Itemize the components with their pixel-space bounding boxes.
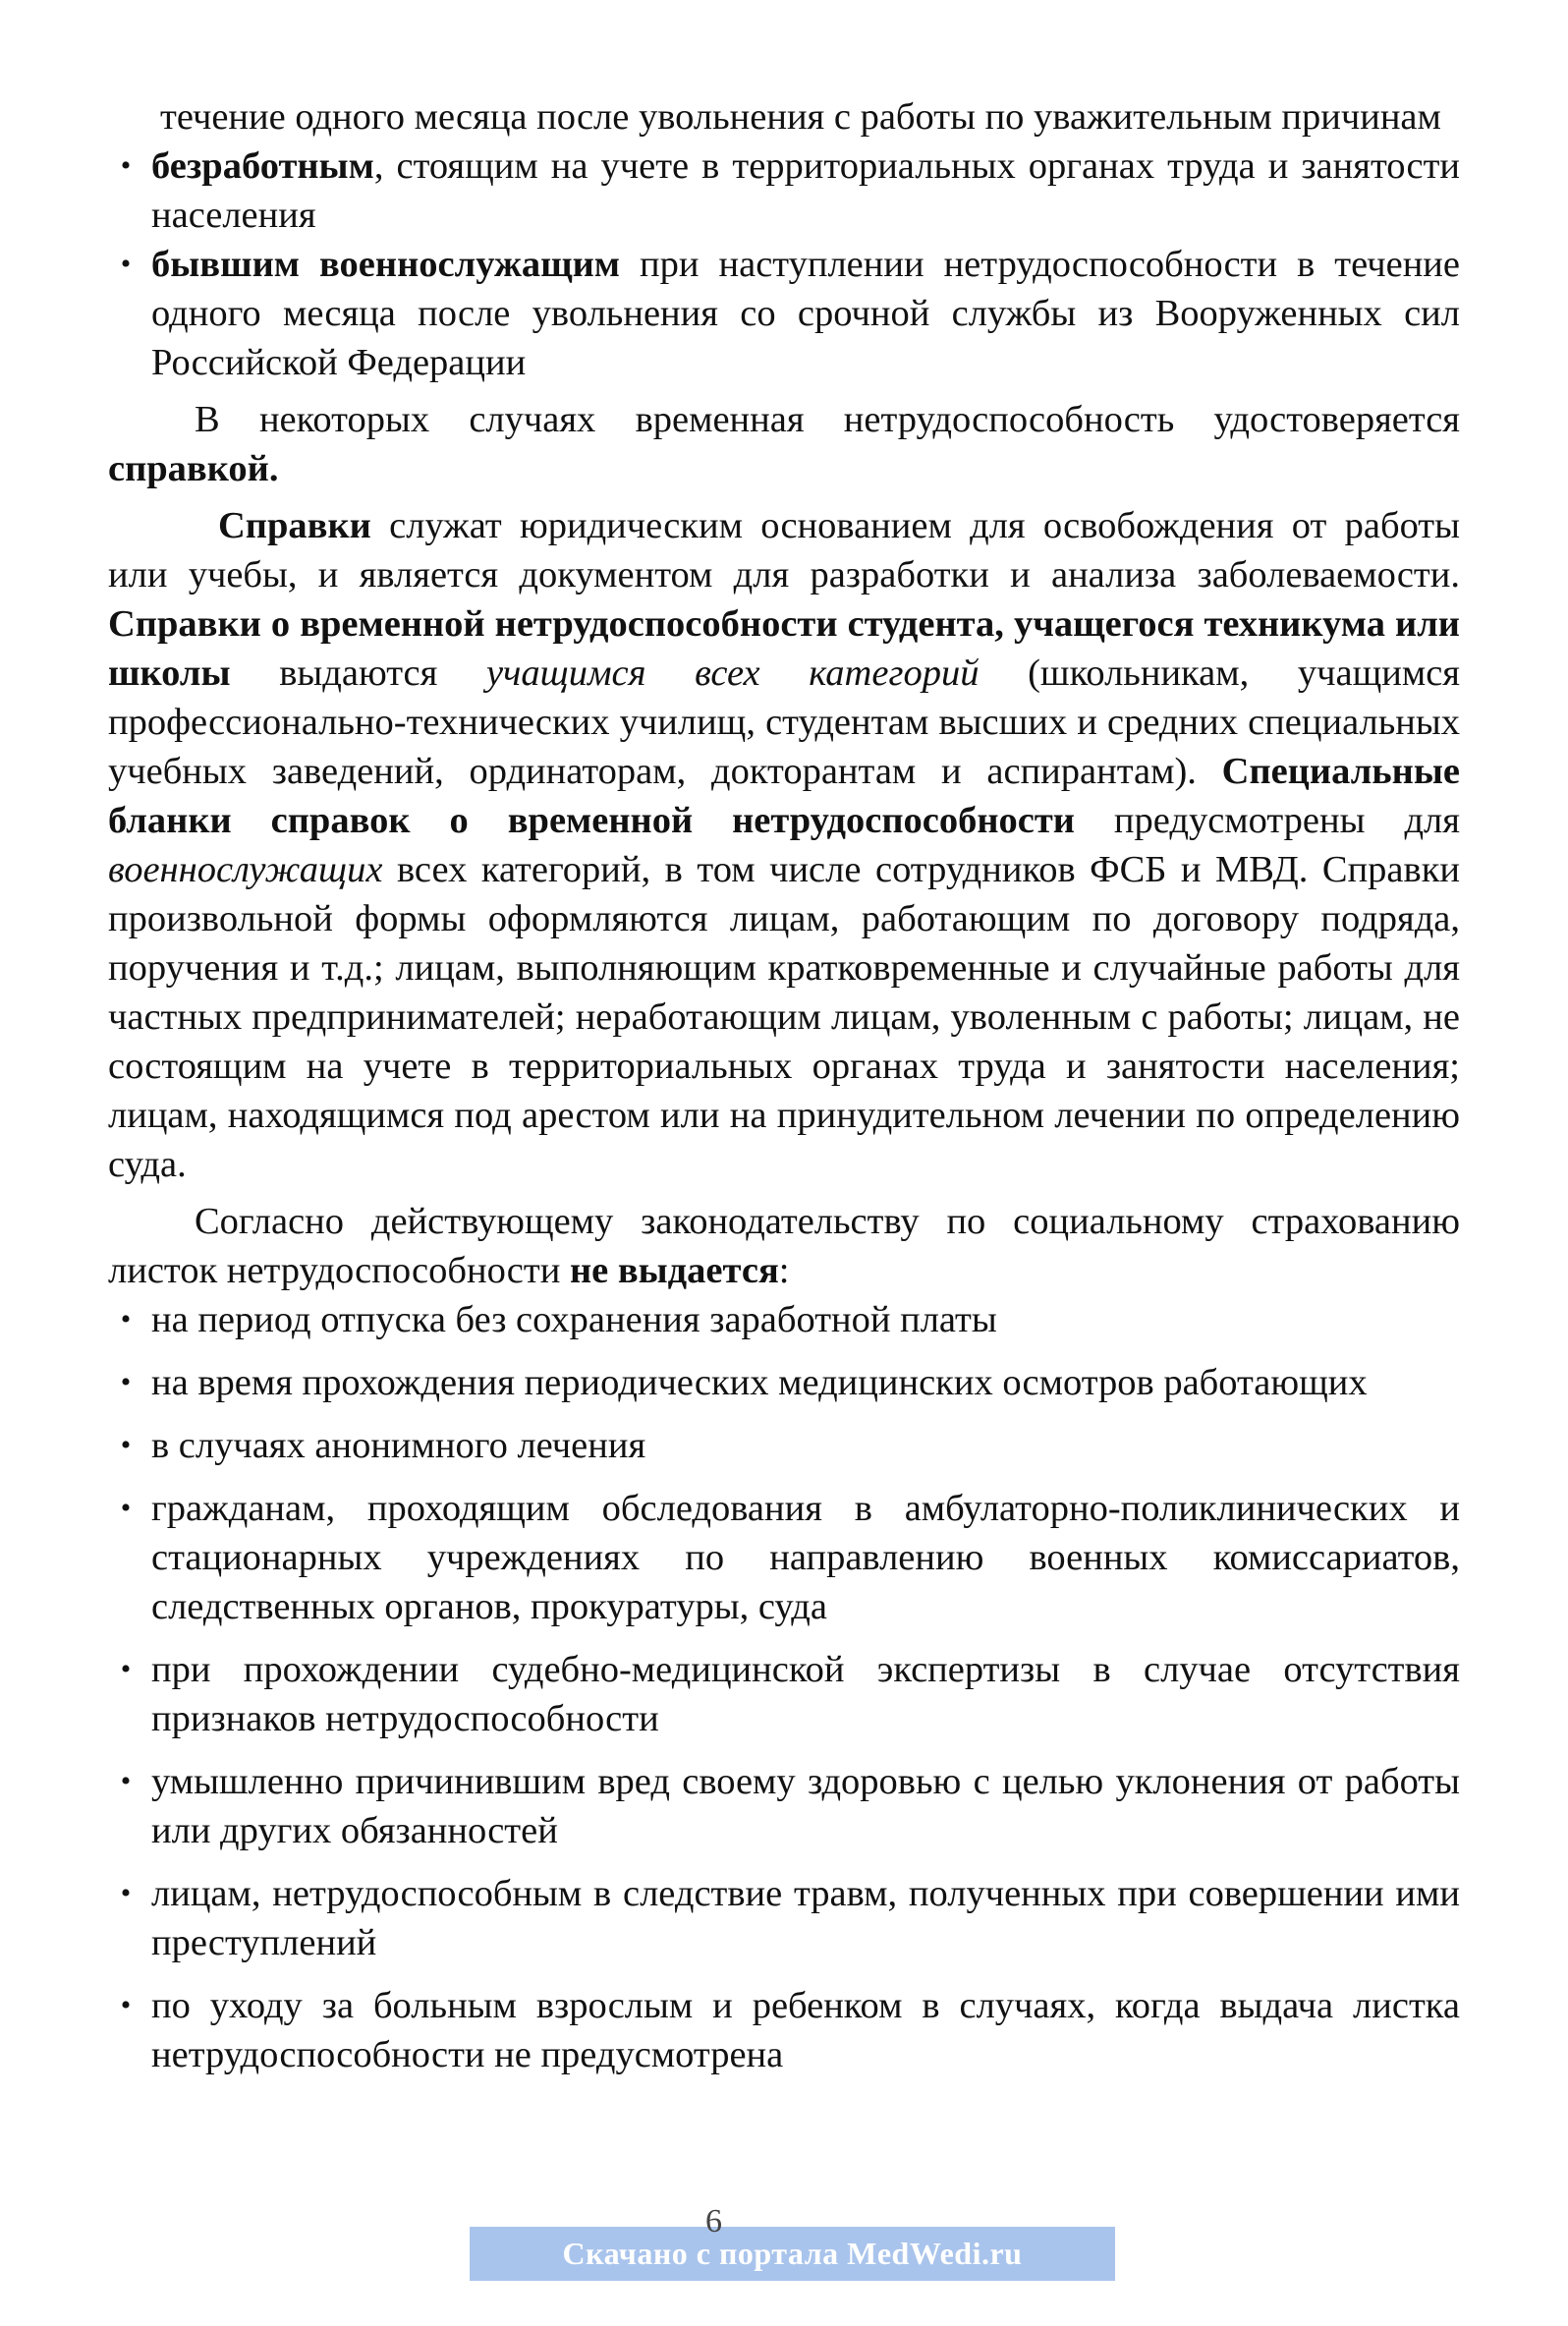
document-page xyxy=(108,92,1460,2079)
page-number: 6 xyxy=(705,2203,722,2240)
paragraph-text: предусмотрены для xyxy=(1074,800,1460,841)
list-item-text: гражданам, проходящим обследования в амбулаторно-поликлинических и стационарных учреждениях по направлению военных комиссариатов, следственных органов, прокуратуры, суда xyxy=(151,1488,1460,1627)
paragraph-text: : xyxy=(778,1250,790,1291)
exclusions-list xyxy=(108,1295,1460,2079)
bold-term: Специальные бланки справок о временной нетрудоспособности xyxy=(108,751,1460,841)
list-item xyxy=(108,1645,1460,1743)
list-item xyxy=(108,1484,1460,1631)
list-item xyxy=(108,1295,1460,1344)
bullet-icon: • xyxy=(120,149,132,182)
bullet-icon: • xyxy=(120,248,132,280)
list-item xyxy=(108,1869,1460,1967)
list-item xyxy=(108,240,1460,387)
continued-list-item: течение одного месяца после увольнения с работы по уважительным причинам xyxy=(160,96,1441,138)
bold-term: Справки xyxy=(218,505,371,546)
paragraph xyxy=(108,1197,1460,1295)
list-item xyxy=(108,142,1460,240)
bold-term: бывшим военнослужащим xyxy=(151,244,621,285)
bold-term: справкой. xyxy=(108,448,279,489)
list-item-text: при наступлении нетрудоспособности в течение одного месяца после увольнения со срочной службы из Вооруженных сил Российской Федерации xyxy=(151,244,1460,383)
list-item xyxy=(108,1358,1460,1407)
italic-term: учащимся всех категорий xyxy=(485,652,980,694)
bullet-icon: • xyxy=(120,1366,132,1398)
list-item-text: на время прохождения периодических медицинских осмотров работающих xyxy=(151,1362,1368,1403)
list-item-text: лицам, нетрудоспособным в следствие травм, полученных при совершении ими преступлений xyxy=(151,1873,1460,1963)
bold-term: безработным xyxy=(151,145,374,187)
paragraph xyxy=(108,501,1460,1189)
paragraph-text: Согласно действующему законодательству по социальному страхованию листок нетрудоспособности xyxy=(108,1201,1460,1291)
paragraph-text: всех категорий, в том числе сотрудников ФСБ и МВД. Справки произвольной формы оформляются лицам, работающим по договору подряда, поручения и т.д.; лицам, выполняющим кратковременные и случайные работы для частных предпринимателей; неработающим лицам, уволенным с работы; лицам, не состоящим на учете в территориальных органах труда и занятости населения; лицам, находящимся под арестом или на принудительном лечении по определению суда. xyxy=(108,849,1460,1185)
list-item-text: на период отпуска без сохранения заработной платы xyxy=(151,1299,997,1340)
bullet-icon: • xyxy=(120,1989,132,2021)
bullet-icon: • xyxy=(120,1765,132,1797)
bold-term: Справки о временной нетрудоспособности студента, учащегося техникума или школы xyxy=(108,603,1460,694)
bold-term: не выдается xyxy=(569,1250,779,1291)
bullet-icon: • xyxy=(120,1653,132,1685)
list-item-text: по уходу за больным взрослым и ребенком в случаях, когда выдача листка нетрудоспособности не предусмотрена xyxy=(151,1985,1460,2075)
list-item-text: при прохождении судебно-медицинской экспертизы в случае отсутствия признаков нетрудоспособности xyxy=(151,1649,1460,1739)
paragraph-text: В некоторых случаях временная нетрудоспособность удостоверяется xyxy=(195,399,1460,440)
paragraph-text: (школьникам, учащимся профессионально-технических училищ, студентам высших и средних специальных учебных заведений, ординаторам, докторантам и аспирантам). xyxy=(108,652,1460,792)
list-item xyxy=(108,1981,1460,2079)
bullet-icon: • xyxy=(120,1492,132,1524)
paragraph xyxy=(108,395,1460,493)
list-item xyxy=(108,1421,1460,1470)
list-item-text: , стоящим на учете в территориальных органах труда и занятости населения xyxy=(151,145,1460,236)
watermark-banner: Скачано с портала MedWedi.ru xyxy=(470,2227,1115,2281)
list-item xyxy=(108,1757,1460,1855)
bullet-icon: • xyxy=(120,1429,132,1461)
list-item-text: умышленно причинившим вред своему здоровью с целью уклонения от работы или других обязанностей xyxy=(151,1761,1460,1851)
bullet-icon: • xyxy=(120,1877,132,1909)
italic-term: военнослужащих xyxy=(108,849,383,890)
paragraph-text: служат юридическим основанием для освобождения от работы или учебы, и является документом для разработки и анализа заболеваемости. xyxy=(108,505,1460,596)
paragraph-text: выдаются xyxy=(230,652,486,694)
bullet-icon: • xyxy=(120,1303,132,1335)
list-item-text: в случаях анонимного лечения xyxy=(151,1425,646,1466)
